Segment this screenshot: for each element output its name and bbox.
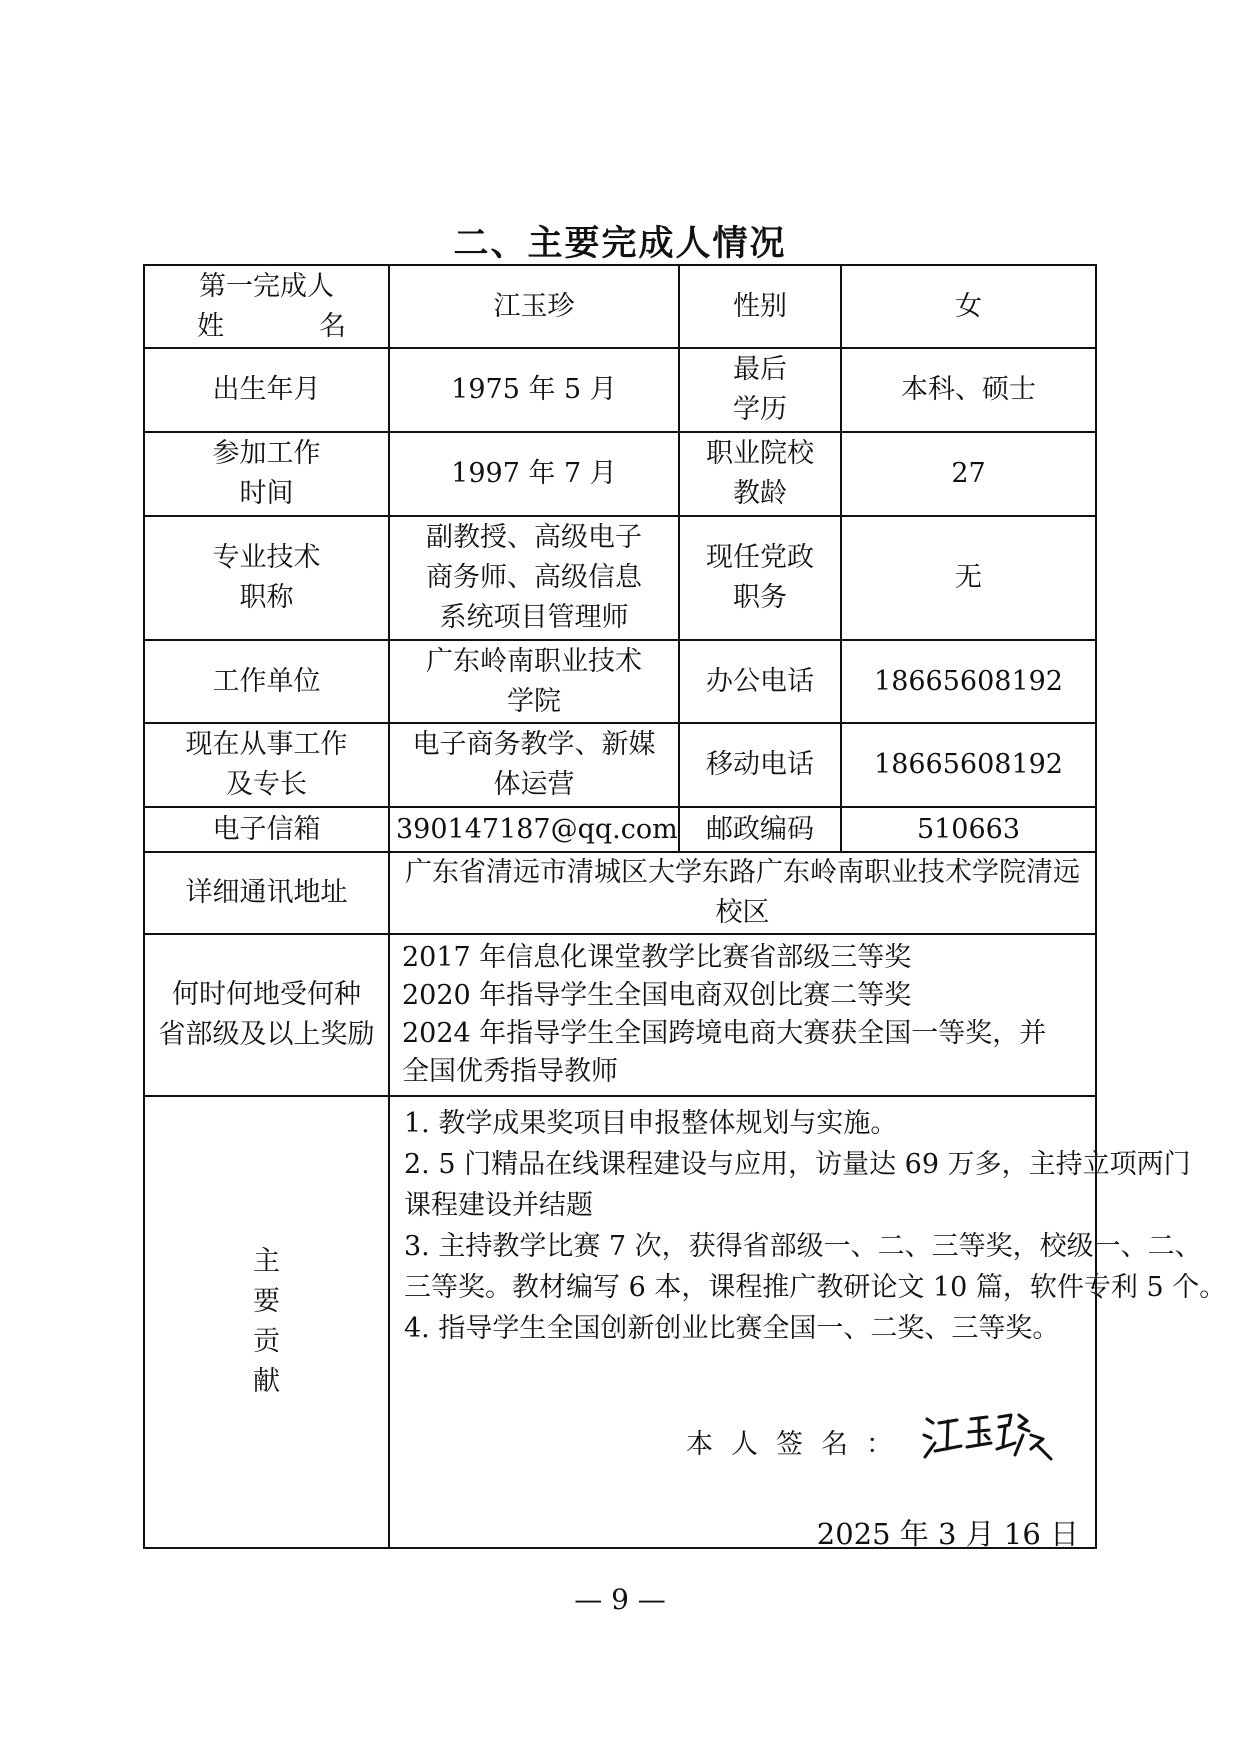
contributions-list — [390, 1097, 1227, 1349]
award-line: 全国优秀指导教师 — [402, 1056, 618, 1087]
birth-label: 出生年月 — [144, 348, 389, 432]
contribution-line: 3. 主持教学比赛 7 次，获得省部级一、二、三等奖，校级一、二、 — [404, 1231, 1202, 1262]
table-row-name — [144, 265, 1096, 348]
title-value-line3: 系统项目管理师 — [439, 602, 629, 633]
teaching-years-label-line2: 教龄 — [733, 478, 787, 509]
employer-value-cell — [389, 640, 679, 723]
page-number: — 9 — — [574, 1583, 666, 1616]
address-label: 详细通讯地址 — [144, 852, 389, 934]
name-label-line1: 第一完成人 — [199, 270, 334, 302]
table-row-work-start — [144, 432, 1096, 516]
education-label-cell — [679, 348, 841, 432]
handwritten-signature — [919, 1405, 1059, 1467]
employer-label: 工作单位 — [144, 640, 389, 723]
awards-cell — [389, 934, 1096, 1096]
postcode-label: 邮政编码 — [679, 807, 841, 852]
contributions-label-char: 贡 — [253, 1326, 280, 1357]
awards-label-line1: 何时何地受何种 — [172, 979, 361, 1010]
party-post-label-line1: 现任党政 — [706, 542, 814, 573]
contribution-line: 4. 指导学生全国创新创业比赛全国一、二奖、三等奖。 — [404, 1313, 1060, 1344]
email-value: 390147187@qq.com — [389, 807, 679, 852]
expertise-label-cell — [144, 723, 389, 807]
education-value: 本科、硕士 — [841, 348, 1096, 432]
employer-value-line1: 广东岭南职业技术 — [426, 645, 642, 677]
table-row-awards — [144, 934, 1096, 1096]
award-line: 2020 年指导学生全国电商双创比赛二等奖 — [402, 980, 912, 1011]
signature-row — [686, 1423, 1059, 1467]
table-row-email — [144, 807, 1096, 852]
address-value: 广东省清远市清城区大学东路广东岭南职业技术学院清远校区 — [389, 852, 1096, 934]
title-value-line1: 副教授、高级电子 — [426, 522, 642, 553]
contributions-cell — [389, 1096, 1227, 1551]
awards-label-cell — [144, 934, 389, 1096]
title-value-cell — [389, 516, 679, 640]
education-label-line1: 最后 — [733, 354, 787, 385]
contribution-line: 课程建设并结题 — [404, 1190, 593, 1221]
teaching-years-label-line1: 职业院校 — [706, 438, 814, 469]
table-row-employer — [144, 640, 1096, 723]
postcode-value: 510663 — [841, 807, 1096, 852]
party-post-value: 无 — [841, 516, 1096, 640]
name-label-char1: 姓 — [197, 310, 224, 342]
employer-value-line2: 学院 — [507, 685, 561, 717]
table-row-birth — [144, 348, 1096, 432]
title-label-line2: 职称 — [239, 582, 294, 613]
name-label-char2: 名 — [319, 310, 346, 342]
award-line: 2024 年指导学生全国跨境电商大赛获全国一等奖，并 — [402, 1018, 1047, 1049]
contributions-label-char: 要 — [253, 1286, 280, 1317]
contributions-label-cell — [144, 1096, 389, 1548]
expertise-value-line2: 体运营 — [493, 769, 575, 800]
expertise-label-line2: 及专长 — [226, 769, 307, 800]
contribution-line: 三等奖。教材编写 6 本，课程推广教研论文 10 篇，软件专利 5 个。 — [404, 1272, 1227, 1303]
expertise-value-line1: 电子商务教学、新媒 — [412, 729, 656, 760]
expertise-value-cell — [389, 723, 679, 807]
work-start-label-line1: 参加工作 — [212, 438, 321, 469]
table-row-expertise — [144, 723, 1096, 807]
page-title: 二、主要完成人情况 — [453, 224, 787, 264]
office-phone-value: 18665608192 — [841, 640, 1096, 723]
awards-label-line2: 省部级及以上奖励 — [158, 1019, 375, 1050]
birth-value: 1975 年 5 月 — [389, 348, 679, 432]
teaching-years-value: 27 — [841, 432, 1096, 516]
work-start-value: 1997 年 7 月 — [389, 432, 679, 516]
title-value-line2: 商务师、高级信息 — [426, 562, 642, 593]
gender-label: 性别 — [679, 265, 841, 348]
teaching-years-label-cell — [679, 432, 841, 516]
award-line: 2017 年信息化课堂教学比赛省部级三等奖 — [402, 942, 912, 973]
title-label-cell — [144, 516, 389, 640]
mobile-value: 18665608192 — [841, 723, 1096, 807]
completer-info-table — [143, 264, 1227, 1551]
gender-value: 女 — [841, 265, 1096, 348]
title-label-line1: 专业技术 — [212, 542, 321, 573]
contributions-label-char: 主 — [253, 1246, 280, 1277]
table-row-address — [144, 852, 1096, 934]
work-start-label-cell — [144, 432, 389, 516]
education-label-line2: 学历 — [733, 394, 787, 425]
contribution-line: 1. 教学成果奖项目申报整体规划与实施。 — [404, 1108, 898, 1139]
mobile-label: 移动电话 — [679, 723, 841, 807]
office-phone-label: 办公电话 — [679, 640, 841, 723]
signature-label: 本人签名： — [686, 1429, 911, 1460]
name-value: 江玉珍 — [389, 265, 679, 348]
email-label: 电子信箱 — [144, 807, 389, 852]
party-post-label-line2: 职务 — [733, 582, 787, 613]
contribution-line: 2. 5 门精品在线课程建设与应用，访量达 69 万多，主持立项两门 — [404, 1149, 1191, 1180]
party-post-label-cell — [679, 516, 841, 640]
work-start-label-line2: 时间 — [239, 478, 294, 509]
signature-date: 2025 年 3 月 16 日 — [816, 1517, 1079, 1551]
contributions-label-char: 献 — [253, 1366, 280, 1397]
name-label-line2 — [151, 307, 382, 347]
table-row-title — [144, 516, 1096, 640]
table-row-contributions — [144, 1096, 1096, 1548]
expertise-label-line1: 现在从事工作 — [185, 729, 348, 760]
name-label-cell — [144, 265, 389, 348]
